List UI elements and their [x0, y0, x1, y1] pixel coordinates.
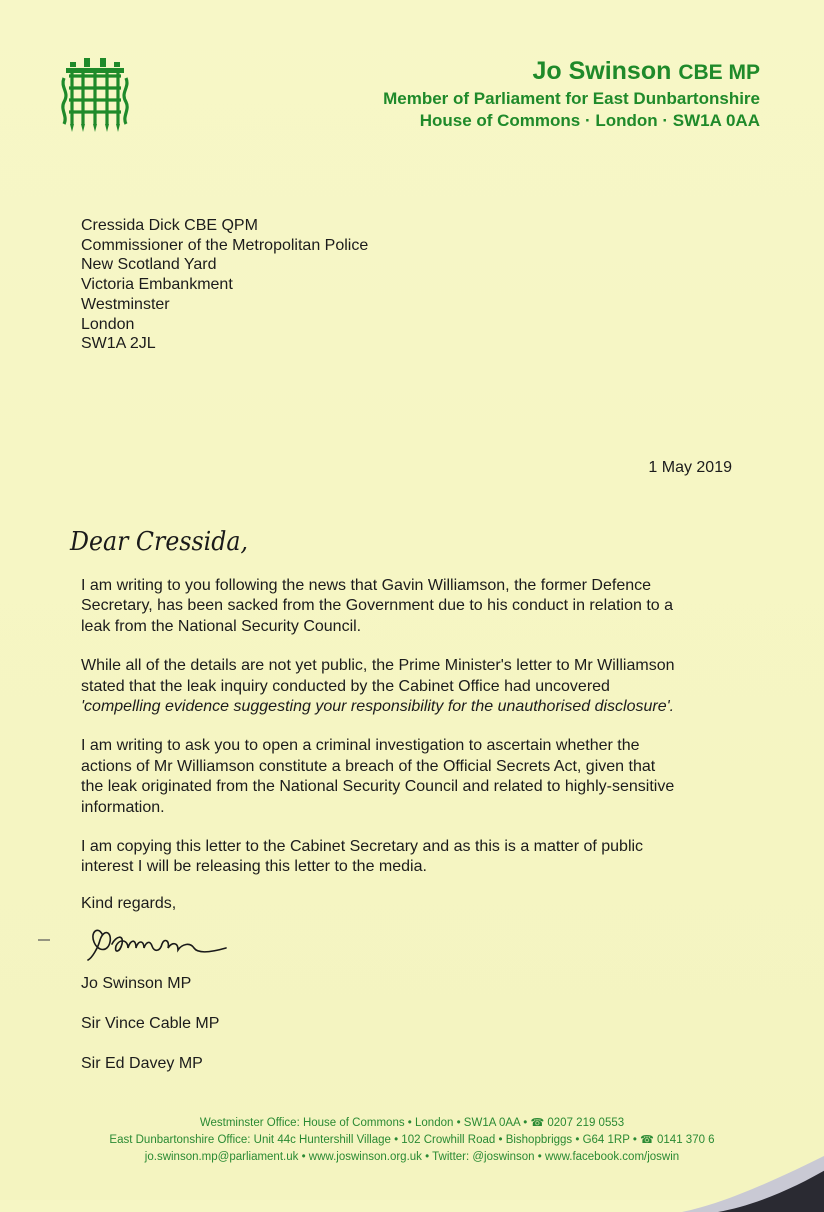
salutation-text: Dear Cressida,	[69, 527, 249, 557]
signatory: Jo Swinson MP	[81, 975, 192, 992]
letterhead	[383, 56, 760, 132]
letter-date: 1 May 2019	[648, 459, 732, 476]
footer-constituency-office: East Dunbartonshire Office: Unit 44c Huntershill Village • 102 Crowhill Road • Bishopbriggs • G64 1RP • ☎ 0141 370 6	[109, 1134, 715, 1146]
recipient-address	[81, 216, 368, 354]
corner-overlay	[682, 1152, 824, 1212]
margin-mark	[38, 938, 50, 942]
constituency: Member of Parliament for East Dunbartonshire	[383, 89, 760, 108]
letterhead-address: House of Commons · London · SW1A 0AA	[419, 111, 760, 130]
closing: Kind regards,	[81, 895, 177, 912]
handwritten-salutation	[68, 512, 258, 564]
paragraph: I am copying this letter to the Cabinet Secretary and as this is a matter of public interest I will be releasing this letter to the media.	[81, 838, 644, 876]
signature	[86, 918, 236, 970]
address-line: SW1A 2JL	[81, 335, 156, 353]
paragraph: I am writing to ask you to open a criminal investigation to ascertain whether the actions of Mr Williamson constitute a breach of the Official Secrets Act, given that the leak originated from the National Security Council and related to highly-sensitive information.	[81, 737, 675, 816]
footer-contact-links: jo.swinson.mp@parliament.uk • www.joswinson.org.uk • Twitter: @joswinson • www.facebook.com/joswin	[144, 1151, 680, 1163]
address-line: Cressida Dick CBE QPM	[81, 217, 258, 234]
address-line: Victoria Embankment	[81, 276, 233, 294]
quoted-text: 'compelling evidence suggesting your responsibility for the unauthorised disclosure'.	[81, 698, 675, 716]
address-line: Westminster	[81, 295, 170, 313]
paragraph: While all of the details are not yet public, the Prime Minister's letter to Mr Williamson stated that the leak inquiry conducted by the Cabinet Office had uncovered 'compelling evidence suggesting your responsibility for the unauthorised disclosure'.	[81, 657, 675, 716]
mp-name: Jo Swinson CBE MP	[532, 57, 760, 85]
address-line: Commissioner of the Metropolitan Police	[81, 236, 369, 254]
address-line: New Scotland Yard	[81, 256, 217, 274]
signatory: Sir Ed Davey MP	[81, 1055, 203, 1072]
paragraph: I am writing to you following the news that Gavin Williamson, the former Defence Secretary, has been sacked from the Government due to his conduct in relation to a leak from the National Security Council.	[81, 577, 674, 635]
letter-body	[81, 576, 741, 897]
phone-icon: ☎	[530, 1117, 545, 1129]
address-line: London	[81, 315, 135, 333]
mp-name-suffix: CBE MP	[678, 61, 760, 84]
footer-westminster-office: Westminster Office: House of Commons • London • SW1A 0AA • ☎ 0207 219 0553	[199, 1117, 625, 1129]
phone-icon: ☎	[640, 1134, 654, 1146]
signatory: Sir Vince Cable MP	[81, 1015, 220, 1032]
portcullis-icon	[60, 58, 130, 138]
